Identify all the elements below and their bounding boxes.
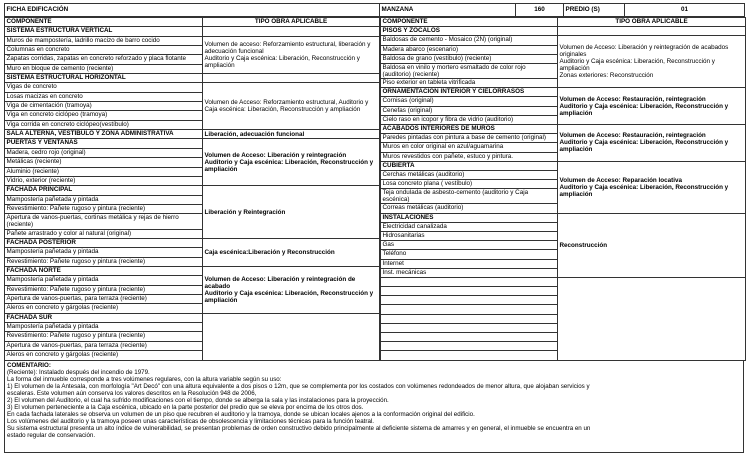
tipo-obra-line: Volumen de Acceso: Restauración, reintegración: [559, 132, 706, 140]
left-header-row: [5, 18, 380, 27]
section-row: [5, 238, 380, 247]
component-cell: [381, 287, 558, 296]
comment-line: 2) El volumen del Auditorio, el cual ha sufrido modificaciones con el tiempo, donde se alberga la sala y las instalaciones para la proyección.: [7, 396, 389, 404]
component-cell: Muros de mampostería, ladrillo macizo de barro cocido: [5, 36, 203, 45]
tipo-obra-cell: [203, 130, 380, 139]
component-cell: [381, 277, 558, 286]
component-cell: [381, 342, 558, 351]
component-cell: Piso exterior en tableta vitrificada: [381, 79, 558, 88]
tipo-obra-line: Auditorio y Caja escénica: Liberación, Reconstrucción y ampliación: [204, 54, 360, 69]
section-row: [5, 27, 380, 36]
tipo-obra-line: Volumen de Acceso: Liberación y reintegración de acabado: [204, 275, 356, 290]
component-cell: Revestimiento: Pañete rugoso y pintura (reciente): [5, 285, 203, 294]
section-heading: SALA ALTERNA, VESTÍBULO Y ZONA ADMINISTRATIVA: [5, 130, 203, 139]
tipo-obra-line: Auditorio y Caja escénica: Liberación, Reconstrucción y ampliación: [559, 58, 715, 73]
component-cell: Aleros en concreto y gárgolas (reciente): [5, 351, 203, 361]
component-cell: Baldosas de cemento - Mosaico (2N) (original): [381, 36, 558, 45]
component-cell: Revestimiento: Pañete rugoso y pintura (reciente): [5, 257, 203, 266]
component-cell: Cielo raso en icopor y fibra de vidrio (auditorio): [381, 115, 558, 124]
comment-line: En cada fachada laterales se observa un volumen de un piso que recubren el auditorio y la tramoya, donde se ubican locales ajenos a la conformación original del edificio.: [7, 410, 475, 418]
tipo-obra-line: Liberación y Reintegración: [204, 208, 286, 216]
component-cell: Madera, cedro rojo (original): [5, 148, 203, 157]
component-cell: Mampostería pañetada y pintada: [5, 276, 203, 285]
section-row: [5, 186, 380, 195]
section-row: [381, 88, 746, 97]
left-col-tipo: TIPO OBRA APLICABLE: [203, 18, 380, 27]
section-heading: FACHADA NORTE: [5, 266, 203, 275]
tipo-obra-cell: [558, 277, 746, 360]
section-heading: FACHADA POSTERIOR: [5, 238, 203, 247]
tipo-obra-line: Volumen de acceso: Reforzamiento estructural, liberación y adecuación funcional: [204, 40, 371, 55]
component-cell: Paredes pintadas con pintura a base de cemento (original): [381, 134, 558, 143]
tipo-obra-line: Auditorio y Caja escénica: Liberación, Reconstrucción y ampliación: [204, 289, 374, 304]
component-cell: Cornisas (original): [381, 97, 558, 106]
comment-line: Su sistema estructural presenta un alto índice de vulnerabilidad, se presentan problemas de orden constructivo debido principalmente al deficiente sistema de amarres y en general, el inmueble se encuentra en un: [7, 424, 591, 432]
tipo-obra-cell: [558, 161, 746, 213]
section-row: [381, 27, 746, 36]
component-cell: Hidrosanitarias: [381, 231, 558, 240]
component-cell: Viga de cimentación (tramoya): [5, 102, 203, 111]
comment-line: Los volúmenes del auditorio y la tramoya poseen unas características de obsolescencia y limitaciones técnicas para la función teatral.: [7, 417, 374, 425]
component-cell: Revestimiento: Pañete rugoso y pintura (reciente): [5, 332, 203, 341]
tipo-obra-cell: [203, 74, 380, 83]
section-row: [5, 74, 380, 83]
component-cell: Metálicas (reciente): [5, 158, 203, 167]
component-cell: Baldosa en vinilo y mortero esmaltado de color rojo (auditorio) (reciente): [381, 63, 558, 78]
component-cell: Cenefas (original): [381, 106, 558, 115]
section-heading: ORNAMENTACION INTERIOR Y CIELORRASOS: [381, 88, 558, 97]
tipo-obra-cell: [558, 27, 746, 36]
tipo-obra-line: Reconstrucción: [559, 241, 608, 249]
component-cell: Correas metálicas (auditorio): [381, 204, 558, 213]
component-cell: Revestimiento: Pañete rugoso y pintura (reciente): [5, 204, 203, 213]
component-cell: Teléfono: [381, 250, 558, 259]
component-cell: Muros en color original en azul/aguamarina: [381, 143, 558, 152]
right-col-tipo: TIPO OBRA APLICABLE: [558, 18, 746, 27]
section-heading: FACHADA PRINCIPAL: [5, 186, 203, 195]
component-cell: [381, 314, 558, 323]
section-heading: PUERTAS Y VENTANAS: [5, 139, 203, 148]
component-row: [381, 277, 746, 286]
component-cell: Vigas de concreto: [5, 83, 203, 92]
tipo-obra-cell: [558, 124, 746, 161]
section-heading: ACABADOS INTERIORES DE MUROS: [381, 124, 558, 133]
component-cell: Mampostería pañetada y pintada: [5, 323, 203, 332]
comment-line: (Reciente): Instalado después del incendio de 1979.: [7, 368, 150, 376]
tipo-obra-cell: [203, 139, 380, 186]
component-cell: [381, 296, 558, 305]
component-cell: Madera abarco (escenario): [381, 45, 558, 54]
section-row: [5, 139, 380, 148]
section-heading: INSTALACIONES: [381, 213, 558, 222]
component-cell: Viga corrida en concreto ciclópeo(vestíbulo): [5, 120, 203, 129]
ficha-title: FICHA EDIFICACIÓN: [5, 4, 380, 17]
left-components-table: [4, 17, 380, 361]
predio-value: 01: [625, 4, 745, 17]
section-row: [5, 266, 380, 275]
tipo-obra-line: Zonas exteriores: Reconstrucción: [559, 72, 654, 80]
component-row: [5, 36, 380, 45]
section-heading: SISTEMA ESTRUCTURAL HORIZONTAL: [5, 74, 203, 83]
tipo-obra-line: Caja escénica:Liberación y Reconstrucción: [204, 248, 335, 256]
tipo-obra-cell: [203, 36, 380, 73]
tipo-obra-line: Liberación, adecuación funcional: [204, 130, 305, 138]
component-cell: Mampostería pañetada y pintada: [5, 195, 203, 204]
component-cell: Losa concreto plana ( vestíbulo): [381, 180, 558, 189]
section-row: [381, 213, 746, 222]
component-cell: Apertura de vanos-puertas, cortinas metálica y rejas de hierro (reciente): [5, 214, 203, 229]
comment-box: [4, 361, 744, 453]
manzana-label: MANZANA: [380, 4, 516, 17]
tipo-obra-line: Auditorio y Caja escénica: Liberación, Reconstrucción y ampliación: [559, 139, 729, 154]
component-cell: Vidrio, exterior (reciente): [5, 176, 203, 185]
comment-title: COMENTARIO:: [7, 361, 51, 369]
component-cell: [381, 323, 558, 332]
section-row: [381, 124, 746, 133]
component-cell: Muro en bloque de cemento (reciente): [5, 64, 203, 73]
section-heading: SISTEMA ESTRUCTURA VERTICAL: [5, 27, 203, 36]
ficha-edificacion-sheet: [4, 3, 744, 469]
right-components-table: [380, 17, 746, 361]
tipo-obra-line: Volumen de Acceso: Liberación y reintegración: [204, 151, 347, 159]
component-cell: Aleros en concreto y gárgolas (reciente): [5, 304, 203, 313]
tipo-obra-cell: [558, 36, 746, 88]
tipo-obra-line: Volumen de Acceso: Reparación locativa: [559, 176, 682, 184]
component-cell: Apertura de vanos-puertas, para terraza (reciente): [5, 294, 203, 303]
right-col-componente: COMPONENTE: [381, 18, 558, 27]
component-row: [5, 83, 380, 92]
tipo-obra-line: Auditorio y Caja escénica: Liberación, Reconstrucción y ampliación: [559, 102, 729, 117]
component-cell: Baldosa de grano (vestíbulo) (reciente): [381, 54, 558, 63]
left-col-componente: COMPONENTE: [5, 18, 203, 27]
header-table: [4, 3, 745, 17]
component-cell: Muros revestidos con pañete, estuco y pintura.: [381, 152, 558, 161]
tipo-obra-cell: [203, 27, 380, 36]
component-cell: Teja ondulada de asbesto-cemento (auditorio y Caja escénica): [381, 189, 558, 204]
component-cell: Apertura de vanos-puertas, para terraza (reciente): [5, 341, 203, 350]
section-row: [381, 161, 746, 170]
right-header-row: [381, 18, 746, 27]
component-cell: [381, 333, 558, 342]
comment-line: 1) El volumen de la Antesala, con morfología "Art Decó" con una altura equivalente a dos pisos o 12m, que se complementa por los costados con volúmenes redondeados de menor altura, que alojaban servicios y: [7, 382, 590, 390]
component-cell: Cerchas metálicas (auditorio): [381, 170, 558, 179]
section-heading: FACHADA SUR: [5, 313, 203, 322]
component-cell: Internet: [381, 259, 558, 268]
component-cell: Columnas en concreto: [5, 46, 203, 55]
component-cell: Gas: [381, 241, 558, 250]
tipo-obra-cell: [203, 186, 380, 239]
tipo-obra-cell: [558, 213, 746, 277]
component-cell: Mampostería pañetada y pintada: [5, 248, 203, 257]
tipo-obra-line: Auditorio y Caja escénica: Liberación, Reconstrucción y ampliación: [204, 158, 374, 173]
component-cell: [381, 351, 558, 360]
component-cell: Zapatas corridas, zapatas en concreto reforzado y placa flotante: [5, 55, 203, 64]
tipo-obra-cell: [558, 88, 746, 125]
tipo-obra-cell: [203, 238, 380, 266]
component-cell: Electricidad canalizada: [381, 222, 558, 231]
component-cell: Viga en concreto ciclópeo (tramoya): [5, 111, 203, 120]
tipo-obra-cell: [203, 313, 380, 360]
component-cell: [381, 305, 558, 314]
component-cell: Losas macizas en concreto: [5, 92, 203, 101]
comment-line: escaleras. Este volumen aún conserva los valores descritos en la Resolución 948 de 2006,: [7, 389, 257, 397]
comment-line: La forma del inmueble corresponde a tres volúmenes regulares, con la altura variable según su uso:: [7, 375, 282, 383]
section-heading: CUBIERTA: [381, 161, 558, 170]
section-heading: PISOS Y ZÓCALOS: [381, 27, 558, 36]
tipo-obra-cell: [203, 83, 380, 130]
tipo-obra-line: Auditorio y Caja escénica: Liberación, Reconstrucción y ampliación: [559, 183, 729, 198]
tipo-obra-line: Volumen de Acceso: Reforzamiento estructural, Auditorio y Caja escénica: Liberación, Reconstrucción y ampliación: [204, 99, 369, 114]
section-row: [5, 313, 380, 322]
comment-lines: [7, 369, 741, 439]
comment-line: 3) El volumen perteneciente a la Caja escénica, ubicado en la parte posterior del predio que se eleva por encima de los otros dos.: [7, 403, 364, 411]
component-cell: Aluminio (reciente): [5, 167, 203, 176]
component-row: [381, 36, 746, 45]
component-cell: Inst. mecánicas: [381, 268, 558, 277]
manzana-value: 160: [516, 4, 564, 17]
comment-line: estado regular de conservación.: [7, 431, 96, 439]
component-cell: Pañete arrastrado y color al natural (original): [5, 229, 203, 238]
tipo-obra-line: Volumen de Acceso: Liberación y reintegración de acabados originales: [559, 44, 729, 59]
predio-label: PREDIO (S): [564, 4, 625, 17]
section-row: [5, 130, 380, 139]
tipo-obra-cell: [203, 266, 380, 313]
tipo-obra-line: Volumen de Acceso: Restauración, reintegración: [559, 95, 706, 103]
